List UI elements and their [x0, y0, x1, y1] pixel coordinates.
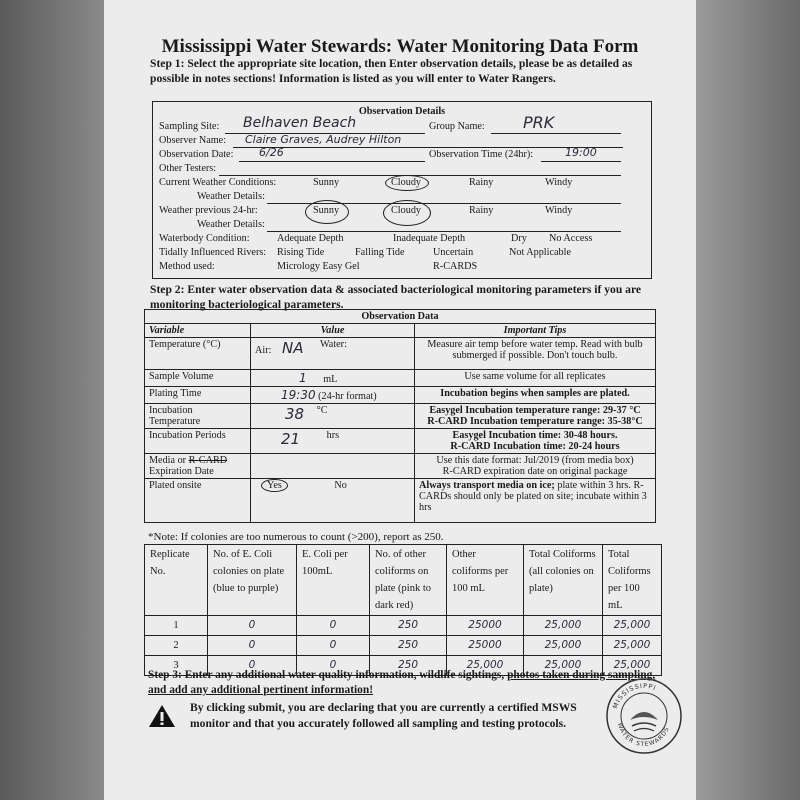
other-per-100ml-cell[interactable]: 25000 — [447, 616, 524, 636]
ecoli-colonies-cell[interactable]: 0 — [208, 636, 297, 656]
replicate-no: 1 — [145, 616, 208, 636]
plated-onsite-cell[interactable] — [251, 479, 415, 523]
incubation-temp-tip-rcard: R-CARD Incubation temperature range: 35-38°C — [427, 416, 643, 427]
observation-data-table — [144, 309, 656, 523]
ecoli-per-100ml-cell[interactable]: 0 — [297, 636, 370, 656]
waterbody-dry[interactable]: Dry — [511, 233, 527, 244]
prev-weather-label: Weather previous 24-hr: — [159, 205, 258, 216]
observation-date-label: Observation Date: — [159, 149, 234, 160]
observation-details-box — [152, 101, 652, 279]
total-per-100ml-cell[interactable]: 25,000 — [603, 636, 662, 656]
replicate-no: 2 — [145, 636, 208, 656]
tidal-falling[interactable]: Falling Tide — [355, 247, 405, 258]
waterbody-adequate[interactable]: Adequate Depth — [277, 233, 344, 244]
incubation-period-unit: hrs — [326, 430, 340, 441]
step3-instructions — [148, 668, 668, 698]
plated-yes[interactable]: Yes — [261, 479, 288, 492]
current-weather-rainy[interactable]: Rainy — [469, 177, 494, 188]
method-easy-gel[interactable]: Micrology Easy Gel — [277, 261, 360, 272]
col-tips: Important Tips — [415, 324, 656, 338]
observer-name-field[interactable]: Claire Graves, Audrey Hilton — [245, 133, 402, 146]
method-rcards[interactable]: R-CARDS — [433, 261, 478, 272]
current-weather-windy[interactable]: Windy — [545, 177, 573, 188]
step3-photos-link[interactable]: photos taken during sampling, and add any additional pertinent information! — [148, 669, 656, 696]
msws-seal-logo — [604, 676, 684, 756]
plated-tip-bold: Always transport media on ice; — [419, 480, 555, 491]
header-other-coliforms: No. of other coliforms on plate (pink to dark red) — [370, 545, 447, 616]
warning-triangle-icon — [148, 704, 176, 728]
total-coliforms-cell[interactable]: 25,000 — [524, 636, 603, 656]
current-cloudy-circle — [385, 175, 429, 191]
volume-unit: mL — [323, 374, 338, 385]
prev-cloudy-circle — [383, 200, 431, 226]
current-weather-sunny[interactable]: Sunny — [313, 177, 340, 188]
waterbody-inadequate[interactable]: Inadequate Depth — [393, 233, 466, 244]
incubation-temp-value[interactable]: 38 — [285, 405, 305, 423]
media-tips — [415, 454, 656, 479]
media-expiration-cell[interactable] — [251, 454, 415, 479]
media-tip-rcard: R-CARD expiration date on original package — [442, 466, 628, 477]
observation-date-field[interactable]: 6/26 — [259, 146, 284, 159]
plating-value-cell[interactable] — [251, 387, 415, 404]
temperature-tip: Measure air temp before water temp. Read with bulb submerged if possible. Don't touch bulb. — [415, 338, 656, 370]
prev-weather-rainy[interactable]: Rainy — [469, 205, 494, 216]
plated-tips — [415, 479, 656, 523]
prev-sunny-circle — [305, 200, 349, 224]
other-testers-label: Other Testers: — [159, 163, 217, 174]
background-right — [696, 0, 800, 800]
table-row — [145, 616, 662, 636]
tidal-uncertain[interactable]: Uncertain — [433, 247, 474, 258]
media-expiration-label — [145, 454, 251, 479]
incubation-period-tips — [415, 429, 656, 454]
other-per-100ml-cell[interactable]: 25,000 — [447, 656, 524, 676]
total-per-100ml-cell[interactable]: 25,000 — [603, 656, 662, 676]
media-label-c: Expiration Date — [149, 466, 214, 477]
prev-weather-sunny[interactable]: Sunny — [313, 205, 340, 216]
media-label-b: R-CARD — [188, 455, 228, 466]
header-ecoli-colonies: No. of E. Coli colonies on plate (blue to purple) — [208, 545, 297, 616]
current-weather-cloudy[interactable]: Cloudy — [391, 177, 422, 188]
plating-unit: (24-hr format) — [318, 391, 377, 402]
observation-data-heading: Observation Data — [145, 310, 656, 324]
ecoli-per-100ml-cell[interactable]: 0 — [297, 616, 370, 636]
total-per-100ml-cell[interactable]: 25,000 — [603, 616, 662, 636]
prev-weather-cloudy[interactable]: Cloudy — [391, 205, 422, 216]
incubation-period-cell[interactable] — [251, 429, 415, 454]
step3-text: Step 3: Enter any additional water quality information, wildlife sightings, — [148, 669, 505, 681]
plated-no[interactable]: No — [334, 480, 347, 491]
step2-instructions: Step 2: Enter water observation data & associated bacteriological monitoring parameters if you are monitoring bacteriological parameters. — [150, 283, 642, 311]
svg-text:MISSISSIPPI: MISSISSIPPI — [611, 681, 658, 710]
other-coliforms-cell[interactable]: 250 — [370, 636, 447, 656]
col-variable: Variable — [145, 324, 251, 338]
air-label: Air: — [255, 345, 272, 356]
background-left — [0, 0, 104, 800]
table-row — [145, 636, 662, 656]
plated-tip: plate within 3 hrs. R-CARDs should only be plated on site; incubate within 3 hrs — [419, 480, 647, 513]
incubation-period-label: Incubation Periods — [145, 429, 251, 454]
observation-time-label: Observation Time (24hr): — [429, 149, 534, 160]
header-ecoli-per-100ml: E. Coli per 100mL — [297, 545, 370, 616]
air-value[interactable]: NA — [281, 339, 304, 357]
ecoli-per-100ml-cell[interactable]: 0 — [297, 656, 370, 676]
group-name-label: Group Name: — [429, 121, 485, 132]
col-value: Value — [251, 324, 415, 338]
header-replicate: Replicate No. — [145, 545, 208, 616]
replicate-table — [144, 544, 662, 676]
incubation-temp-tips — [415, 404, 656, 429]
plating-tip: Incubation begins when samples are plated. — [415, 387, 656, 404]
temperature-label: Temperature (°C) — [145, 338, 251, 370]
other-coliforms-cell[interactable]: 250 — [370, 656, 447, 676]
tidal-not-applicable[interactable]: Not Applicable — [509, 247, 571, 258]
observation-details-heading: Observation Details — [358, 106, 446, 117]
observation-time-field[interactable]: 19:00 — [565, 146, 597, 159]
sampling-site-field[interactable]: Belhaven Beach — [243, 115, 357, 131]
group-name-field[interactable]: PRK — [523, 113, 555, 132]
media-tip-format: Use this date format: Jul/2019 (from media box) — [436, 455, 634, 466]
current-weather-details-label: Weather Details: — [197, 191, 265, 202]
ecoli-colonies-cell[interactable]: 0 — [208, 656, 297, 676]
form-title: Mississippi Water Stewards: Water Monitoring Data Form — [161, 36, 639, 57]
tidal-rising[interactable]: Rising Tide — [277, 247, 325, 258]
incubation-temp-label: Incubation Temperature — [145, 404, 251, 429]
tidal-label: Tidally Influenced Rivers: — [159, 247, 267, 258]
svg-text:WATER STEWARDS: WATER STEWARDS — [616, 721, 671, 749]
volume-tip: Use same volume for all replicates — [415, 370, 656, 387]
volume-value-cell[interactable] — [251, 370, 415, 387]
sampling-site-label: Sampling Site: — [159, 121, 220, 132]
media-label-a: Media or — [149, 455, 187, 466]
incubation-temp-cell[interactable] — [251, 404, 415, 429]
ecoli-colonies-cell[interactable]: 0 — [208, 616, 297, 636]
incubation-period-tip-rcard: R-CARD Incubation time: 20-24 hours — [450, 441, 620, 452]
water-label: Water: — [320, 339, 347, 350]
header-total-per-100ml: Total Coliforms per 100 mL — [603, 545, 662, 616]
form-page — [104, 0, 696, 800]
volume-value[interactable]: 1 — [299, 371, 307, 385]
prev-weather-windy[interactable]: Windy — [545, 205, 573, 216]
declaration-text: By clicking submit, you are declaring that you are currently a certified MSWS monitor and that you accurately followed all sampling and testing protocols. — [190, 701, 577, 730]
observer-name-label: Observer Name: — [159, 135, 227, 146]
volume-label: Sample Volume — [145, 370, 251, 387]
current-weather-label: Current Weather Conditions: — [159, 177, 277, 188]
plating-label: Plating Time — [145, 387, 251, 404]
replicate-no: 3 — [145, 656, 208, 676]
header-total-coliforms: Total Coliforms (all colonies on plate) — [524, 545, 603, 616]
plated-onsite-label: Plated onsite — [145, 479, 251, 523]
plating-value[interactable]: 19:30 — [281, 388, 316, 402]
incubation-period-tip-easygel: Easygel Incubation time: 30-48 hours. — [452, 430, 618, 441]
incubation-temp-tip-easygel: Easygel Incubation temperature range: 29-37 °C — [429, 405, 641, 416]
incubation-period-value[interactable]: 21 — [281, 430, 301, 448]
waterbody-label: Waterbody Condition: — [159, 233, 250, 244]
temperature-value-cell[interactable] — [251, 338, 415, 370]
other-per-100ml-cell[interactable]: 25000 — [447, 636, 524, 656]
total-coliforms-cell[interactable]: 25,000 — [524, 656, 603, 676]
step1-instructions: Step 1: Select the appropriate site location, then Enter observation details, please be as detailed as possible in notes sections! Information is listed as you will enter to Water Rangers. — [150, 57, 633, 85]
total-coliforms-cell[interactable]: 25,000 — [524, 616, 603, 636]
other-coliforms-cell[interactable]: 250 — [370, 616, 447, 636]
waterbody-no-access[interactable]: No Access — [549, 233, 593, 244]
method-label: Method used: — [159, 261, 215, 272]
prev-weather-details-label: Weather Details: — [197, 219, 265, 230]
header-other-per-100ml: Other coliforms per 100 mL — [447, 545, 524, 616]
incubation-temp-unit: °C — [316, 405, 328, 416]
colonies-note: *Note: If colonies are too numerous to count (>200), report as 250. — [148, 531, 444, 543]
